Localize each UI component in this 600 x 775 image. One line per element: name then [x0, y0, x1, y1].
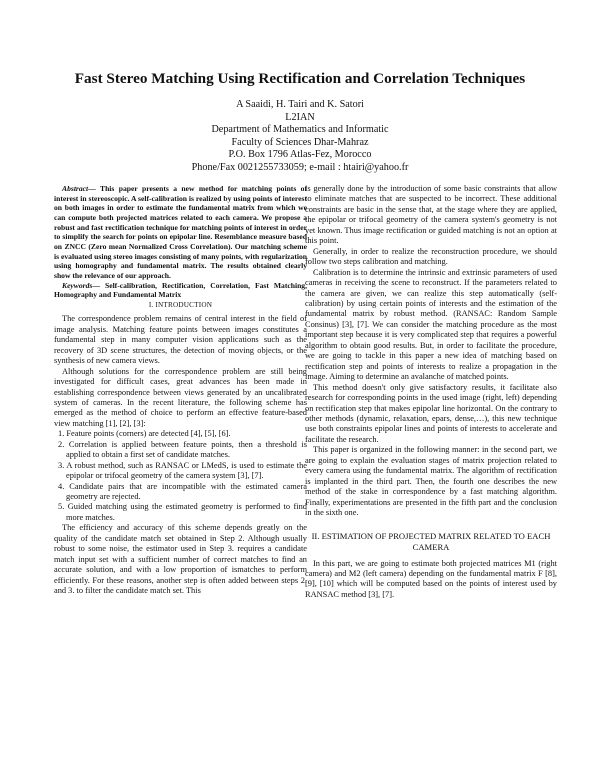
- list-item: 1. Feature points (corners) are detected [4], [5], [6].: [58, 429, 231, 439]
- section2-paragraph-1: In this part, we are going to estimate both projected matrices M1 (right camera) and M2 (left camera) depending on the fundamental matrix F [8], [9], [10] which will be computed based on the points of interest used by RANSAC method [3], [7].: [305, 558, 557, 599]
- list-item: 5. Guided matching using the estimated geometry is performed to find more matches.: [58, 502, 307, 522]
- matching-steps-list: [54, 429, 307, 523]
- keywords: Keywords— Self-calibration, Rectification, Correlation, Fast Matching, Homography and Fundamental Matrix: [54, 280, 308, 300]
- intro-paragraph-3: The efficiency and accuracy of this scheme depends greatly on the quality of the candidate match set obtained in Step 2. Although usually robust to some noise, the estimator used in Step 3. requires a candidate match input set with a sufficient number of correct matches to find an accurate solution, and with a low proportion of ismatches to perform efficiently. For these reasons, another step is often added between steps 2. and 3. to filter the candidate match set. This: [54, 523, 307, 596]
- section-heading-estimation: II. ESTIMATION OF PROJECTED MATRIX RELATED TO EACH CAMERA: [311, 530, 551, 552]
- list-item: 2. Correlation is applied between feature points, then a threshold is applied to obtain a first set of candidate matches.: [58, 439, 307, 460]
- author-faculty: Faculty of Sciences Dhar-Mahraz: [231, 136, 369, 148]
- intro-paragraph-4: Generally, in order to realize the reconstruction procedure, we should follow two steps calibration and matching.: [305, 246, 557, 267]
- right-column: [305, 184, 557, 600]
- author-department: Department of Mathematics and Informatic: [211, 124, 389, 136]
- keywords-label: Keywords: [62, 280, 93, 290]
- intro-paragraph-2: Although solutions for the correspondence problem are still being investigated for difficult cases, great advances has been made in establishing correspondence between views generated by an uncalibrated system of cameras. In the recent literature, the following scheme has emerged as the method of choice to perform an effective feature-based view matching [1], [2], [3]:: [54, 366, 307, 428]
- author-block: [150, 99, 450, 175]
- intro-paragraph-6: This method doesn't only give satisfactory results, it facilitate also research for corresponding points in the used image (right, left) depending on rectification step that makes epipolar line horizontal. On the contrary to other methods (dynamic, relaxation, epars, dense,…), this new technique use both constraints epipolar lines and points of interests to accelerate and facilitate the research.: [305, 382, 557, 444]
- abstract: Abstract— This paper presents a new method for matching points of interest in stereoscopic. A self-calibration is realized by using points of interest on both images in order to estimate the fundamental matrix from which we can compute both projected matrices related to each camera. We propose a robust and fast rectification technique for matching points of interest in order to simplify the search for points on epipolar line. Resemblance measure based on ZNCC (Zero mean Normalized Cross Correlation). Our matching scheme is evaluated using stereo images consisting of many points, with regularization using homography and fundamental matrix. The results obtained clearly show the relevance of our approach.: [54, 184, 307, 280]
- keywords-text: Self-calibration, Rectification, Correlation, Fast Matching, Homography and Fundamental Matrix: [54, 280, 308, 300]
- abstract-text: This paper presents a new method for matching points of interest in stereoscopic. A self-calibration is realized by using points of interest on both images in order to estimate the fundamental matrix from which we can compute both projected matrices related to each camera. We propose a robust and fast rectification technique for matching points of interest in order to simplify the search for points on epipolar line. Resemblance measure based on ZNCC (Zero mean Normalized Cross Correlation). Our matching scheme is evaluated using stereo images consisting of many points, with regularization using homography and fundamental matrix. The results obtained clearly show the relevance of our approach.: [54, 184, 307, 280]
- paper-title: Fast Stereo Matching Using Rectification and Correlation Techniques: [74, 70, 526, 87]
- list-item: 4. Candidate pairs that are incompatible with the estimated camera geometry are rejected.: [58, 481, 307, 502]
- author-names: A Saaidi, H. Tairi and K. Satori: [236, 99, 364, 110]
- section-heading-introduction: I. INTRODUCTION: [148, 300, 213, 309]
- intro-paragraph-1: The correspondence problem remains of central interest in the field of image analysis. Matching feature points between images constitutes a fundamental step in many computer vision applications such as the recovery of 3D scene structures, the detection of moving objects, or the synthesis of new camera views.: [54, 314, 307, 366]
- author-lab: L2IAN: [285, 111, 315, 123]
- intro-paragraph-3-continued: is generally done by the introduction of some basic constraints that allow to eliminate matches that are suspected to be incorrect. These additional constraints are basic in the sense that, at the stage where they are applied, the epipolar or trifocal geometry of the camera system's geometry is not yet known. Thus image rectification or guided matching is not an option at this point.: [305, 184, 557, 246]
- author-contact: Phone/Fax 0021255733059; e-mail : htairi@yahoo.fr: [191, 161, 409, 173]
- list-item: 3. A robust method, such as RANSAC or LMedS, is used to estimate the epipolar or trifocal geometry of the camera system [3], [7].: [58, 460, 307, 481]
- author-address: P.O. Box 1796 Atlas-Fez, Morocco: [228, 149, 372, 161]
- left-column: [54, 184, 307, 597]
- intro-paragraph-5: Calibration is to determine the intrinsic and extrinsic parameters of used cameras in receiving the scene to reconstruct. If the parameters related to the camera are given, we can realize this step automatically (self-calibration) by using certain points of interests and the estimation of the fundamental matrix by robust method. (RANSAC: Random Sample Consinus) [3], [7]. We can consider the matching procedure as the most important step because it is very complicated step that requires a powerful algorithm to obtain good results. But, in order to facilitate the procedure, we are going to tackle in this paper a new idea of matching based on rectification step and points of interests to realize a propagation in the image. Aiming to determine an avalanche of matched points.: [305, 267, 557, 382]
- intro-paragraph-7: This paper is organized in the following manner: in the second part, we are going to explain the evaluation stages of matrix projection related to every camera using the fundamental matrix. The algorithm of rectification is implanted in the third part. Then, the fourth one describes the new method of the stake in correspondence by a fast matching algorithm. Finally, experimentations are presented in the fifth part and the conclusion in the sixth one.: [305, 445, 557, 518]
- abstract-label: Abstract: [62, 184, 89, 193]
